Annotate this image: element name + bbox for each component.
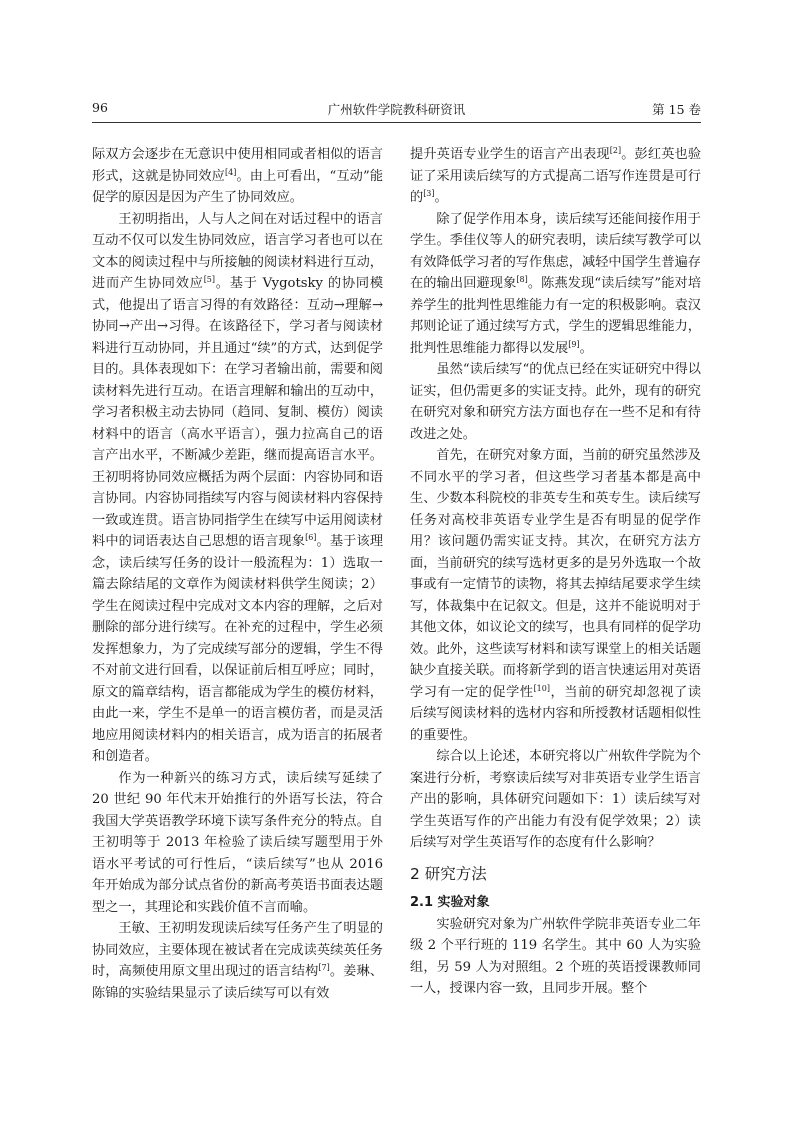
volume-label: 第 15 卷: [652, 102, 701, 117]
citation-marker: [7]: [318, 963, 330, 972]
paragraph-text: 。由上可看出，“互动”能促学的原因是因为产生了协同效应。: [92, 168, 384, 205]
paragraph-text: 。彭红英也验证了采用读后续写的方式提高二语写作连贯是可行的: [410, 147, 702, 205]
paragraph-text: ，当前的研究却忽视了读后续写阅读材料的选材内容和所授教材话题相似性的重要性。: [410, 684, 702, 743]
paragraph-text: 。基于该理念，读后续写任务的设计一般流程为：1）选取一篇去除结尾的文章作为阅读材料供学生阅读；2）学生在阅读过程中完成对文本内容的理解，之后对删除的部分进行续写。在补充的过程中，学生必须发挥想象力，为了完成续写部分的逻辑，学生不得不对前文进行回看，以保证前后相互呼应；同时，原文的篇章结构，语言都能成为学生的模仿材料，由此一来，学生不是单一的语言模仿者，而是灵活地应用阅读材料内的相关语言，成为语言的拓展者和创造者。: [92, 534, 384, 764]
citation-marker: [8]: [516, 275, 528, 284]
header-rule: [92, 122, 701, 123]
citation-marker: [3]: [423, 189, 435, 198]
subsection-heading: 2.1 实验对象: [410, 894, 490, 910]
paragraph-text: 。: [579, 340, 593, 356]
page-number: 96: [92, 100, 108, 115]
body-paragraph: [410, 445, 701, 746]
body-paragraph: [92, 209, 383, 768]
paragraph-text: 首先，在研究对象方面，当前的研究虽然涉及不同水平的学习者，但这些学习者基本都是高中生、少数本科院校的非英专生和英专生。读后续写任务对高校非英语专业学生是否有明显的促学作用？该问题仍需实证支持。其次，在研究方法方面，当前研究的续写选材更多的是另外选取一个故事或有一定情节的读物，将其去掉结尾要求学生续写，体裁集中在记叙文。但是，这并不能说明对于其他文体，如议论文的续写，也具有同样的促学功效。此外，这些读写材料和读写课堂上的相关话题缺少直接关联。而将新学到的语言快速运用对英语学习有一定的促学性: [410, 448, 701, 700]
citation-marker: [2]: [609, 146, 622, 155]
paragraph-text: 作为一种新兴的练习方式，读后续写延续了 20 世纪 90 年代末开始推行的外语写长法，符合我国大学英语教学环境下读写条件充分的特点。自王初明等于 2013 年检验了读后续写题型用于外语水平考试的可行性后，“读后续写”也从 2016 年开始成为部分试点省份的新高考英语书面表达题型之一，其理论和实践价值不言而喻。: [92, 770, 383, 915]
body-paragraph: [410, 746, 701, 854]
citation-marker: [4]: [224, 167, 237, 177]
citation-marker: [5]: [203, 275, 216, 284]
body-paragraph: [410, 144, 701, 209]
paragraph-text: 虽然“读后续写“的优点已经在实证研究中得以证实，但仍需更多的实证支持。此外，现有的研究在研究对象和研究方法方面也存在一些不足和有待改进之处。: [410, 362, 701, 442]
journal-title: 广州软件学院教科研资讯: [327, 102, 466, 117]
paragraph-text: 。: [434, 190, 448, 205]
right-column-paragraphs: [410, 144, 701, 854]
body-paragraph: [92, 918, 383, 1004]
paragraph-text: 除了促学作用本身，读后续写还能间接作用于学生。季佳仪等人的研究表明，读后续写教学可以有效降低学习者的写作焦虑，减轻中国学生普遍存在的输出回避现象: [410, 211, 701, 291]
left-column-paragraphs: [92, 144, 383, 1004]
body-paragraph: [410, 359, 701, 445]
left-column: [92, 144, 383, 1004]
body-paragraph: [410, 209, 701, 360]
body-paragraph: [92, 768, 383, 919]
citation-marker: [6]: [305, 533, 317, 542]
subsection-paragraphs: [410, 914, 701, 1000]
paragraph-text: 际双方会逐步在无意识中使用相同或者相似的语言形式，这就是协同效应: [92, 147, 383, 184]
paragraph-text: 。陈燕发现“读后续写”能对培养学生的批判性思维能力有一定的积极影响。袁汉邦则论证了通过续写方式，学生的逻辑思维能力，批判性思维能力都得以发展: [410, 276, 702, 356]
citation-marker: [9]: [568, 339, 580, 349]
paragraph-text: 王初明指出，人与人之间在对话过程中的语言互动不仅可以发生协同效应，语言学习者也可以在文本的阅读过程中与所接触的阅读材料进行互动，进而产生协同效应: [92, 211, 383, 291]
running-header: [92, 100, 701, 122]
section-heading: 2 研究方法: [410, 864, 487, 883]
right-column: [410, 144, 701, 1000]
body-paragraph: [410, 914, 701, 1000]
citation-marker: [10]: [533, 683, 550, 693]
paragraph-text: 实验研究对象为广州软件学院非英语专业二年级 2 个平行班的 119 名学生。其中 60 人为实验组，另 59 人为对照组。2 个班的英语授课教师同一人，授课内容一致，且同步开展。整个: [410, 916, 701, 996]
paragraph-text: 提升英语专业学生的语言产出表现: [410, 147, 610, 162]
body-paragraph: [92, 144, 383, 209]
paragraph-text: 王敏、王初明发现读后续写任务产生了明显的协同效应，主要体现在被试者在完成读英续英任务时，高频使用原文里出现过的语言结构: [92, 921, 383, 979]
paragraph-text: 。姜琳、陈锦的实验结果显示了读后续写可以有效: [92, 964, 384, 1001]
paragraph-text: 综合以上论述，本研究将以广州软件学院为个案进行分析，考察读后续写对非英语专业学生语言产出的影响，具体研究问题如下：1）读后续写对学生英语写作的产出能力有没有促学效果；2）读后续写对学生英语写作的态度有什么影响？: [410, 749, 701, 850]
paragraph-text: 。基于 Vygotsky 的协同模式，他提出了语言习得的有效路径：互动→理解→协同→产出→习得。在该路径下，学习者与阅读材料进行互动协同，并且通过“续”的方式，达到促学目的。具体表现如下：在学习者输出前，需要和阅读材料先进行互动。在语言理解和输出的互动中，学习者积极主动去协同（趋同、复制、模仿）阅读材料中的语言（高水平语言），强力拉高自己的语言产出水平，不断减少差距，继而提高语言水平。王初明将协同效应概括为两个层面：内容协同和语言协同。内容协同指续写内容与阅读材料内容保持一致或连贯。语言协同指学生在续写中运用阅读材料中的词语表达自己思想的语言现象: [92, 276, 384, 549]
